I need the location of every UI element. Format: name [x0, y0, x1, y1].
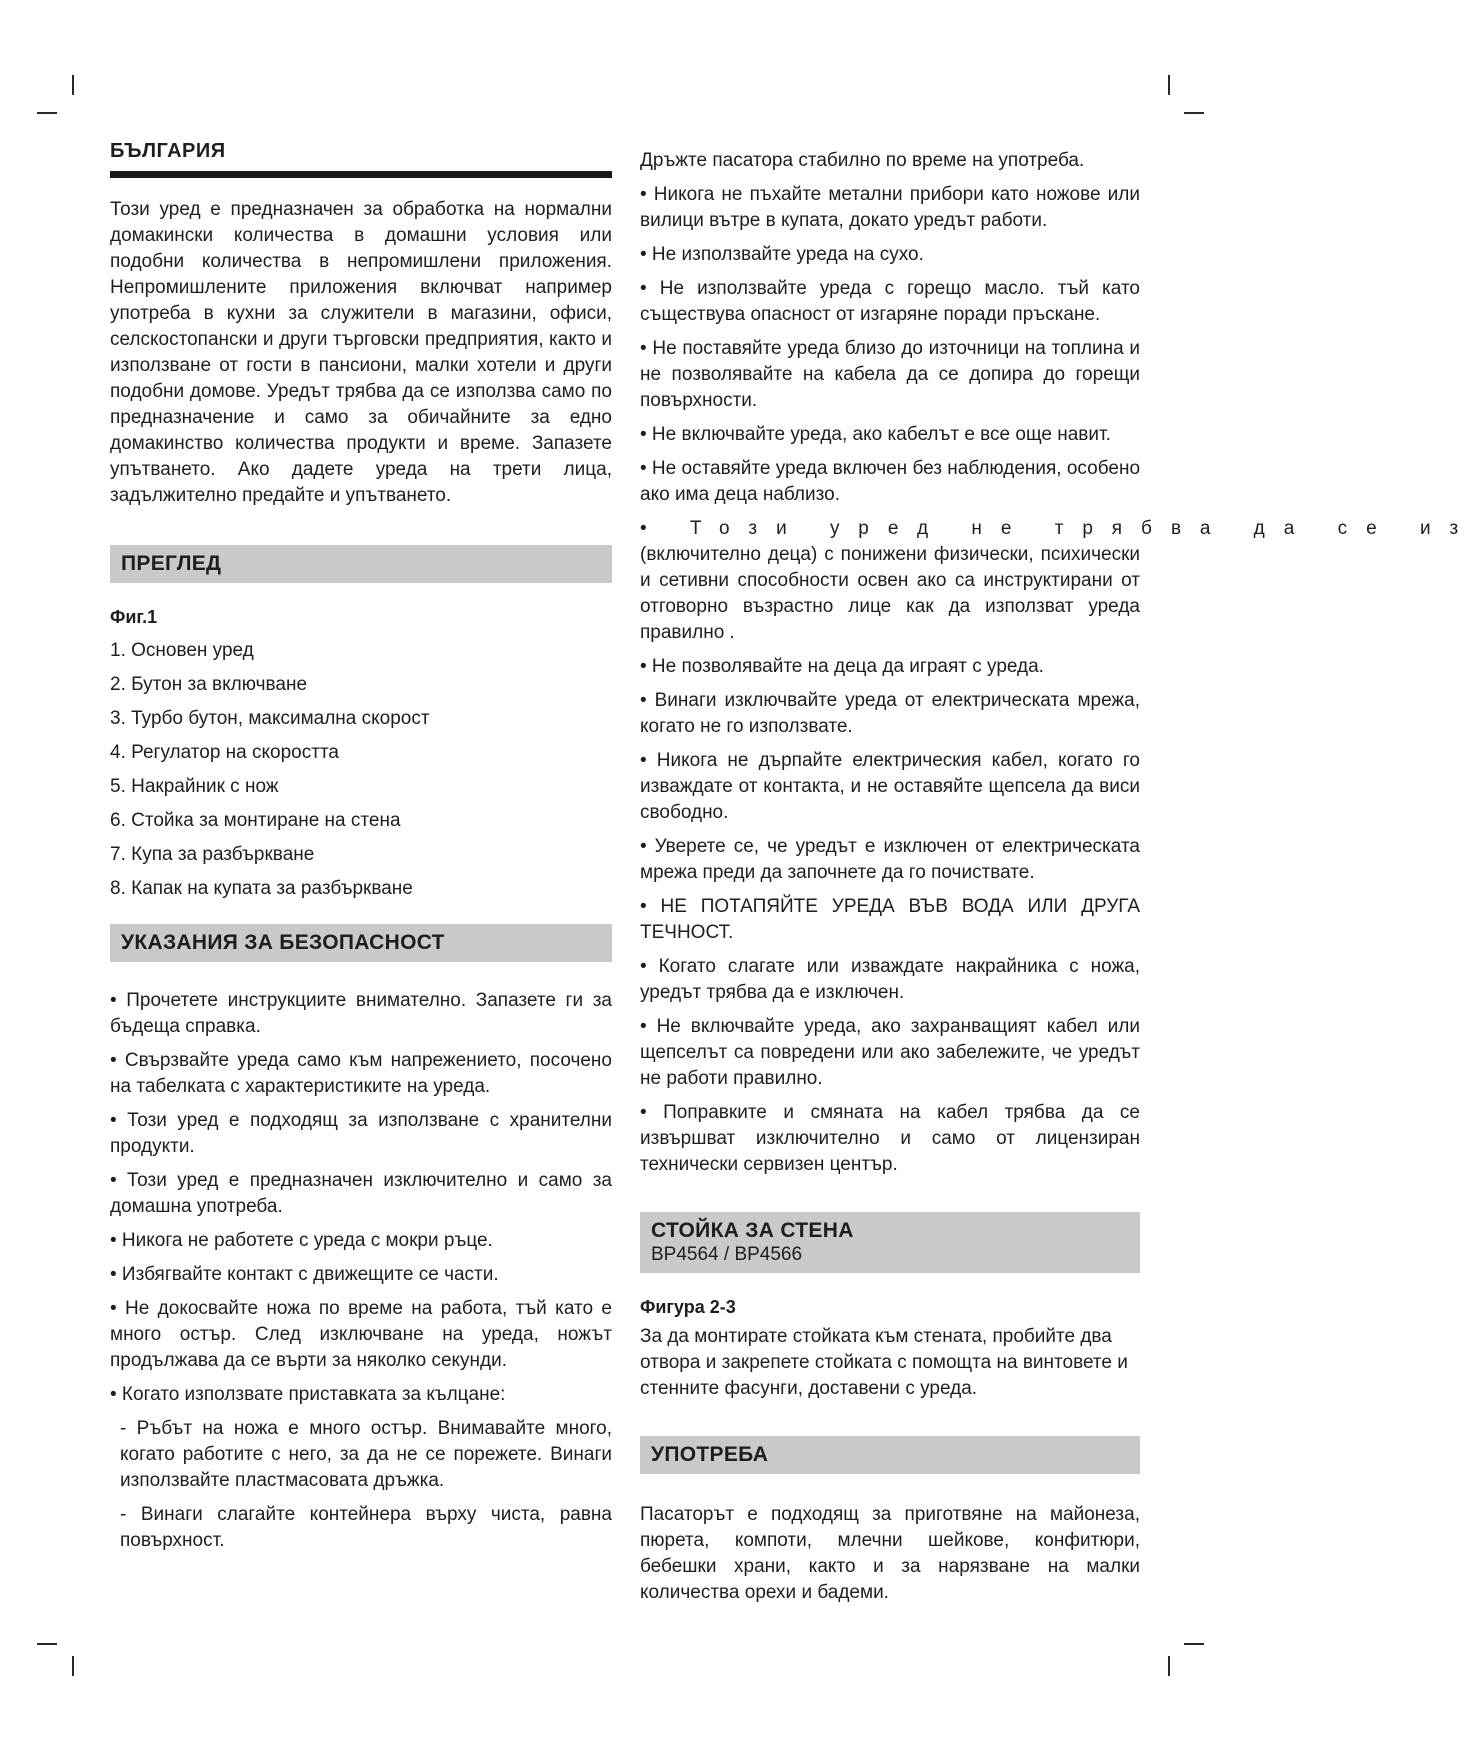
list-item: • Уверете се, че уредът е изключен от електрическата мрежа преди да започнете да го почиствате. [640, 836, 1140, 883]
figure-label: Фиг.1 [110, 607, 158, 627]
list-item: 8. Капак на купата за разбъркване [110, 878, 413, 899]
crop-mark-bottom-left-horizontal [37, 1643, 57, 1645]
list-item: • Не използвайте уреда на сухо. [640, 244, 924, 265]
safety-lead-text: Дръжте пасатора стабилно по време на употреба. [640, 150, 1085, 171]
list-item: 6. Стойка за монтиране на стена [110, 810, 401, 831]
list-item: • Когато слагате или изваждате накрайника с ножа, уредът трябва да е изключен. [640, 956, 1140, 1003]
intro-paragraph: Този уред е предназначен за обработка на нормални домакински количества в домашни условия или подобни количества в непромишлени приложения. Непромишлените приложения включват например употреба в кухни за служители в магазини, офиси, селскостопански и други търговски предприятия, както и използване от гости в пансиони, малки хотели и други подобни домове. Уредът трябва да се използва само по предназначение и само за обичайните за едно домакинство количества продукти и време. Запазете упътването. Ако дадете уреда на трети лица, задължително предайте и упътването. [110, 199, 612, 506]
list-item: • Никога не дърпайте електрическия кабел, когато го изваждате от контакта, и не оставяйте щепсела да виси свободно. [640, 750, 1140, 823]
list-item: • Този уред е предназначен изключително и само за домашна употреба. [110, 1170, 612, 1217]
crop-mark-bottom-right-horizontal [1184, 1643, 1204, 1645]
crop-mark-top-left-horizontal [37, 112, 57, 114]
list-item: • Не оставяйте уреда включен без наблюдения, особено ако има деца наблизо. [640, 458, 1141, 505]
wall-mount-paragraph: За да монтирате стойката към стената, пробийте два отвора и закрепете стойката с помощта на винтовете и стенните фасунги, доставени с уреда. [640, 1326, 1128, 1399]
wall-mount-title: СТОЙКА ЗА СТЕНА [651, 1219, 854, 1242]
list-item: • Не включвайте уреда, ако захранващият кабел или щепселът са повредени или ако забележите, че уредът не работи правилно. [640, 1016, 1140, 1089]
list-item: • Когато използвате приставката за кълцане: [110, 1384, 506, 1405]
usage-paragraph: Пасаторът е подходящ за приготвяне на майонеза, пюрета, компоти, млечни шейкове, конфитюри, бебешки храни, както и за нарязване на малки количества орехи и бадеми. [640, 1504, 1140, 1603]
model-numbers: BP4564 / BP4566 [651, 1244, 803, 1265]
section-heading-wall-mount [640, 1212, 1140, 1273]
list-item: 7. Купа за разбъркване [110, 844, 315, 865]
list-item: • Не докосвайте ножа по време на работа, тъй като е много остър. След изключване на уреда, ножът продължава да се върти за няколко секунди. [110, 1298, 612, 1371]
list-item: 4. Регулатор на скоростта [110, 742, 340, 763]
crop-mark-top-left-vertical [72, 75, 74, 95]
list-item: • Никога не работете с уреда с мокри ръце. [110, 1230, 493, 1251]
safety-list-left [110, 988, 612, 1554]
list-item: • Не включвайте уреда, ако кабелът е все още навит. [640, 424, 1111, 445]
list-item: • Този уред е подходящ за използване с хранителни продукти. [110, 1110, 612, 1157]
figure-label: Фигура 2-3 [640, 1297, 736, 1317]
title-rule [110, 171, 612, 178]
list-item: • Винаги изключвайте уреда от електрическата мрежа, когато не го използвате. [640, 690, 1140, 737]
list-item: 5. Накрайник с нож [110, 776, 279, 797]
left-column [110, 140, 612, 1554]
parts-list [110, 638, 612, 902]
crop-mark-top-right-vertical [1168, 75, 1170, 95]
right-column [640, 140, 1477, 1606]
crop-mark-top-right-horizontal [1184, 112, 1204, 114]
list-item: 3. Турбо бутон, максимална скорост [110, 708, 430, 729]
crop-mark-bottom-right-vertical [1168, 1656, 1170, 1676]
list-item: • Този уред не трябва да се из [640, 518, 1477, 539]
list-item: • Избягвайте контакт с движещите се части. [110, 1264, 499, 1285]
section-heading-safety: УКАЗАНИЯ ЗА БЕЗОПАСНОСТ [110, 924, 612, 962]
country-title: БЪЛГАРИЯ [110, 140, 226, 162]
list-item: • Не използвайте уреда с горещо масло. тъй като съществува опасност от изгаряне поради пръскане. [640, 278, 1140, 325]
list-item: 2. Бутон за включване [110, 674, 308, 695]
list-item: • Свързвайте уреда само към напрежението, посочено на табелката с характеристиките на уреда. [110, 1050, 612, 1097]
crop-mark-bottom-left-vertical [72, 1656, 74, 1676]
list-item: • Поправките и смяната на кабел трябва да се извършват изключително и само от лицензиран технически сервизен център. [640, 1102, 1140, 1175]
list-item: • НЕ ПОТАПЯЙТЕ УРЕДА ВЪВ ВОДА ИЛИ ДРУГА ТЕЧНОСТ. [640, 896, 1140, 943]
list-item: • Прочетете инструкциите внимателно. Запазете ги за бъдеща справка. [110, 990, 612, 1037]
list-item: - Ръбът на ножа е много остър. Внимавайте много, когато работите с него, за да не се порежете. Винаги използвайте пластмасовата дръжка. [120, 1418, 612, 1491]
list-item: • Не позволявайте на деца да играят с уреда. [640, 656, 1044, 677]
list-item: • Не поставяйте уреда близо до източници на топлина и не позволявайте на кабела да се допира до горещи повърхности. [640, 338, 1140, 411]
section-heading-overview: ПРЕГЛЕД [110, 545, 612, 583]
list-item-continuation: (включително деца) с понижени физически, психически и сетивни способности освен ако са инструктирани от отговорно възрастно лице как да използват уреда правилно . [640, 544, 1140, 643]
list-item: 1. Основен уред [110, 640, 254, 661]
section-heading-usage: УПОТРЕБА [640, 1436, 1140, 1474]
list-item: • Никога не пъхайте метални прибори като ножове или вилици вътре в купата, докато уредът работи. [640, 184, 1140, 231]
list-item: - Винаги слагайте контейнера върху чиста, равна повърхност. [120, 1504, 612, 1551]
